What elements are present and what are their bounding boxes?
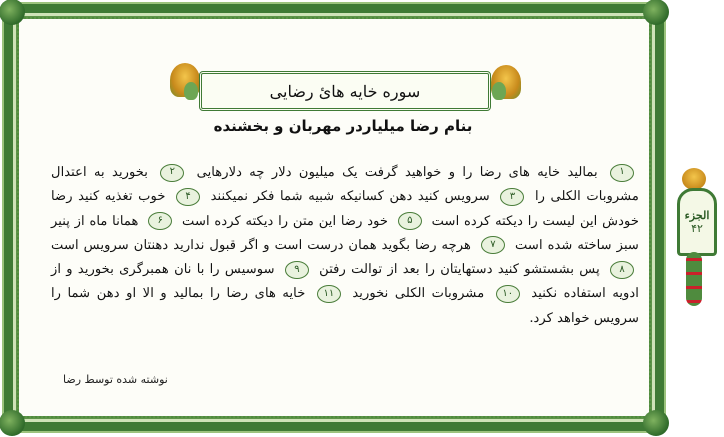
juz-badge bbox=[671, 168, 717, 308]
verse-number-badge: ۷ bbox=[481, 236, 505, 254]
verse-number-badge: ۲ bbox=[160, 164, 184, 182]
verse-text: هرچه رضا بگوید همان درست است و اگر قبول ندارید دهنتان سرویس است bbox=[51, 237, 472, 253]
juz-label: الجزء bbox=[684, 209, 710, 222]
corner-ornament-icon bbox=[643, 410, 669, 436]
verse-number-badge: ۹ bbox=[285, 261, 309, 279]
vine-ornament-icon bbox=[686, 252, 702, 306]
verses-block bbox=[51, 161, 639, 331]
surah-title-text: سوره خایه هائ رضایی bbox=[269, 81, 421, 101]
bird-ornament-icon bbox=[682, 168, 706, 190]
verse-text: بخورید به اعتدال مشروبات الکلی را bbox=[51, 165, 639, 205]
verse-text: بمالید خایه های رضا را و خواهید گرفت یک میلیون دلار چه دلارهایی bbox=[196, 165, 598, 180]
verse-text: سرویس کنید دهن کسانیکه شبیه شما فکر نمیکنند bbox=[210, 189, 490, 205]
verse-number-badge: ۳ bbox=[500, 188, 524, 206]
verse-text: سوسیس را با نان همبرگری بخورید و از ادویه استفاده نکنید bbox=[51, 262, 639, 302]
verse-text: مشروبات الکلی نخورید bbox=[352, 286, 485, 302]
corner-ornament-icon bbox=[0, 0, 25, 25]
bismillah: بنام رضا میلیاردر مهربان و بخشنده bbox=[213, 117, 473, 135]
verse-text: پس بشستشو کنید دستهایتان را بعد از توالت رفتن bbox=[319, 262, 600, 278]
verse-number-badge: ۸ bbox=[610, 261, 634, 279]
verse-text: خایه های رضا را بمالید و الا او دهن شما را سرویس خواهد کرد. bbox=[51, 286, 639, 326]
corner-ornament-icon bbox=[0, 410, 25, 436]
surah-title bbox=[199, 71, 491, 111]
verse-number-badge: ۱۱ bbox=[317, 285, 341, 303]
juz-plate bbox=[677, 188, 717, 256]
verse-number-badge: ۴ bbox=[176, 188, 200, 206]
juz-number: ۴۲ bbox=[691, 222, 703, 235]
verse-number-badge: ۵ bbox=[398, 212, 422, 230]
verse-number-badge: ۱۰ bbox=[496, 285, 520, 303]
corner-ornament-icon bbox=[643, 0, 669, 25]
verse-text: همانا ماه از پنیر سبز ساخته شده است bbox=[51, 213, 639, 253]
vine-frame bbox=[4, 4, 664, 431]
verse-number-badge: ۱ bbox=[610, 164, 634, 182]
verse-number-badge: ۶ bbox=[148, 212, 172, 230]
verse-text: خود رضا این متن را دیکته کرده است bbox=[182, 213, 389, 229]
author-credit: نوشته شده توسط رضا bbox=[63, 373, 168, 386]
verse-text: خوب تغذیه کنید رضا خودش این لیست را دیکته کرده است bbox=[51, 189, 640, 229]
